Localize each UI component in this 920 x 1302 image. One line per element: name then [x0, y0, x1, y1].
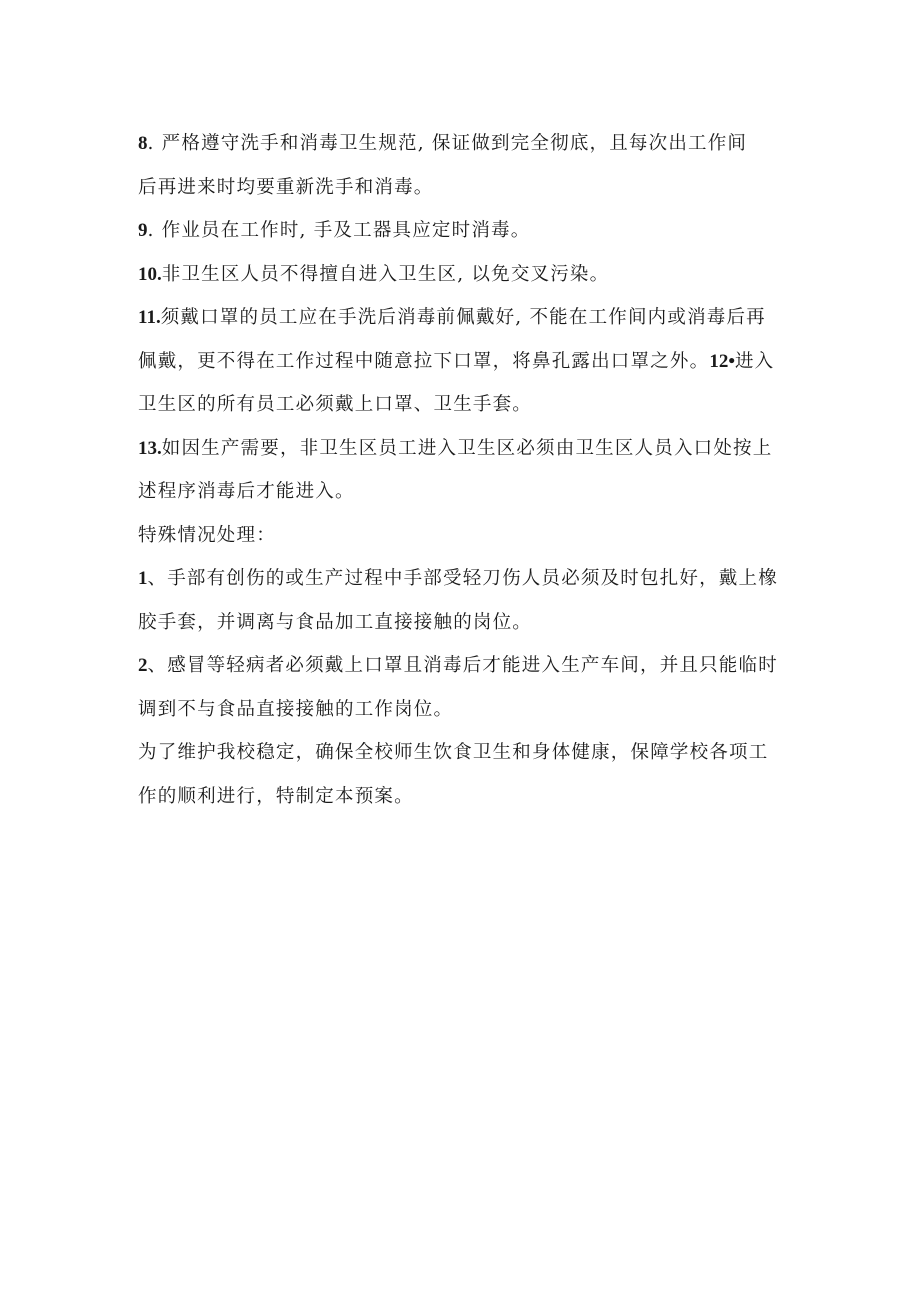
text-line	[138, 340, 788, 384]
text-line	[138, 427, 788, 471]
text-line	[138, 557, 788, 601]
text-line	[138, 601, 788, 645]
line-text: 述程序消毒后才能进入。	[138, 481, 355, 502]
line-text: 、感冒等轻病者必须戴上口罩且消毒后才能进入生产车间，并且只能临时	[147, 655, 778, 676]
text-line	[138, 209, 788, 253]
item-number: 11.	[138, 307, 161, 328]
line-text: 调到不与食品直接接触的工作岗位。	[138, 698, 454, 720]
document-body	[138, 122, 788, 818]
item-number: 10.	[138, 263, 162, 285]
text-line	[138, 775, 788, 819]
item-number: 13.	[138, 437, 162, 459]
line-text: . 作业员在工作时, 手及工器具应定时消毒。	[147, 220, 531, 241]
text-line	[138, 644, 788, 688]
line-text: 卫生区的所有员工必须戴上口罩、卫生手套。	[138, 394, 533, 415]
text-line	[138, 122, 788, 166]
line-text: 后再进来时均要重新洗手和消毒。	[138, 176, 434, 198]
item-number: 1	[138, 568, 148, 589]
item-number: 9	[138, 220, 148, 241]
item-number: 2	[138, 655, 148, 676]
item-number: 8	[138, 133, 148, 154]
text-line	[138, 166, 788, 210]
line-text: 作的顺利进行，特制定本预案。	[138, 785, 414, 807]
text-line	[138, 253, 788, 297]
line-text: 为了维护我校稳定，确保全校师生饮食卫生和身体健康，保障学校各项工	[138, 742, 769, 763]
text-line	[138, 296, 788, 340]
text-line	[138, 383, 788, 427]
line-text: . 严格遵守洗手和消毒卫生规范, 保证做到完全彻底，且每次出工作间	[147, 133, 748, 154]
line-text: 须戴口罩的员工应在手洗后消毒前佩戴好, 不能在工作间内或消毒后再	[160, 307, 766, 328]
item-number: 12•	[709, 350, 735, 372]
line-text: 特殊情况处理：	[138, 524, 276, 546]
line-text: 佩戴，更不得在工作过程中随意拉下口罩，将鼻孔露出口罩之外。	[138, 350, 710, 372]
line-text: 非卫生区人员不得擅自进入卫生区, 以免交叉污染。	[161, 263, 610, 285]
line-text: 、手部有创伤的或生产过程中手部受轻刀伤人员必须及时包扎好，戴上橡	[147, 568, 778, 589]
text-line	[138, 731, 788, 775]
line-text: 如因生产需要，非卫生区员工进入卫生区必须由卫生区人员入口处按上	[161, 437, 773, 459]
text-line	[138, 470, 788, 514]
line-text: 进入	[734, 350, 775, 372]
text-line	[138, 688, 788, 732]
section-heading	[138, 514, 788, 558]
line-text: 胶手套，并调离与食品加工直接接触的岗位。	[138, 611, 533, 633]
